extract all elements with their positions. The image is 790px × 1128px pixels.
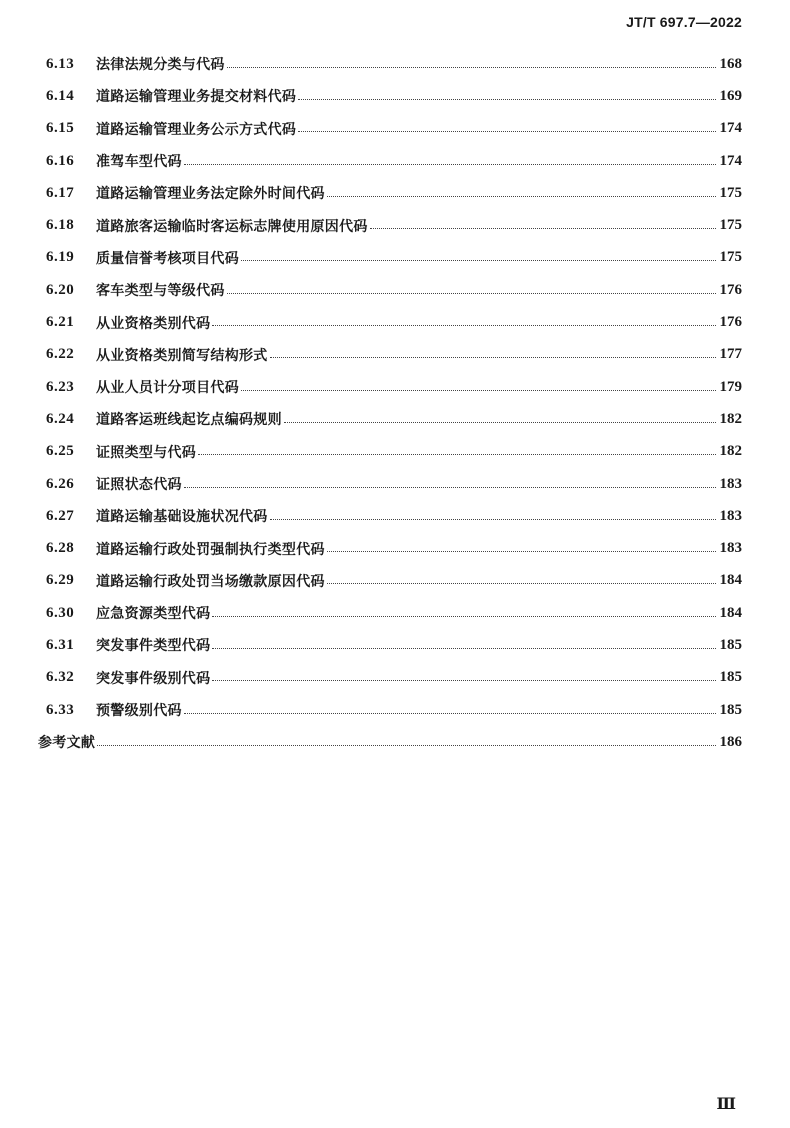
toc-entry-page: 185	[719, 636, 742, 653]
toc-entry-number: 6.16	[46, 152, 75, 169]
toc-entry-number: 6.31	[46, 636, 75, 653]
dot-leader	[270, 357, 716, 358]
toc-entry-title: 证照状态代码	[96, 477, 182, 493]
toc-entry-title: 准驾车型代码	[96, 154, 182, 171]
toc-entry[interactable]	[38, 306, 742, 338]
toc-entry-title: 道路运输行政处罚当场缴款原因代码	[96, 573, 325, 590]
toc-entry-number: 6.25	[46, 443, 75, 460]
toc-entry-page: 175	[719, 184, 742, 201]
dot-leader	[184, 487, 716, 488]
toc-entry-number: 6.14	[46, 87, 75, 104]
toc-entry-number: 6.29	[46, 572, 75, 589]
toc-entry-page: 177	[719, 346, 742, 363]
toc-entry-page: 186	[719, 733, 742, 750]
toc-entry-number: 6.21	[46, 314, 75, 331]
toc-entry-title: 法律法规分类与代码	[96, 57, 225, 74]
dot-leader	[227, 67, 716, 68]
toc-entry-title: 应急资源类型代码	[96, 606, 211, 623]
dot-leader	[298, 99, 715, 100]
toc-entry-title: 从业人员计分项目代码	[96, 380, 239, 397]
dot-leader	[327, 551, 716, 552]
toc-entry[interactable]	[38, 113, 742, 145]
toc-entry-title: 证照类型与代码	[96, 444, 197, 461]
toc-entry-number: 6.28	[46, 540, 75, 557]
toc-entry-title: 从业资格类别代码	[96, 315, 211, 332]
toc-entry-number: 6.33	[46, 701, 75, 718]
toc-entry[interactable]	[38, 80, 742, 112]
toc-entry-page: 185	[719, 669, 742, 686]
dot-leader	[212, 616, 715, 617]
dot-leader	[212, 648, 715, 649]
toc-entry-page: 174	[719, 120, 742, 137]
table-of-contents	[38, 48, 742, 759]
toc-entry[interactable]	[38, 597, 742, 629]
dot-leader	[327, 196, 716, 197]
toc-entry-number: 6.24	[46, 410, 75, 427]
dot-leader	[227, 293, 716, 294]
toc-entry-number: 6.20	[46, 281, 75, 298]
toc-entry-title: 道路运输行政处罚强制执行类型代码	[96, 541, 325, 558]
toc-entry-page: 168	[719, 55, 742, 72]
document-code: JT/T 697.7—2022	[626, 14, 742, 30]
dot-leader	[270, 519, 716, 520]
toc-entry-title: 从业资格类别简写结构形式	[96, 347, 268, 364]
toc-entry-references[interactable]	[38, 726, 742, 758]
toc-entry[interactable]	[38, 274, 742, 306]
toc-entry-number: 6.30	[46, 604, 75, 621]
toc-entry-page: 183	[719, 540, 742, 557]
dot-leader	[184, 164, 716, 165]
toc-entry-title: 道路客运班线起讫点编码规则	[96, 412, 282, 429]
toc-entry-title: 预警级别代码	[96, 703, 182, 720]
toc-entry[interactable]	[38, 177, 742, 209]
toc-entry-page: 185	[719, 701, 742, 718]
toc-entry-page: 174	[719, 152, 742, 169]
toc-entry-title: 质量信誉考核项目代码	[96, 250, 239, 267]
toc-entry[interactable]	[38, 209, 742, 241]
toc-entry[interactable]	[38, 565, 742, 597]
toc-entry-page: 175	[719, 249, 742, 266]
toc-entry[interactable]	[38, 436, 742, 468]
toc-entry-number: 6.32	[46, 669, 75, 686]
toc-entry-page: 179	[719, 378, 742, 395]
toc-entry-title: 道路运输管理业务公示方式代码	[96, 121, 297, 138]
dot-leader	[284, 422, 716, 423]
toc-entry-page: 183	[719, 475, 742, 492]
toc-entry-number: 6.26	[46, 475, 75, 492]
toc-entry-page: 182	[719, 443, 742, 460]
toc-entry[interactable]	[38, 48, 742, 80]
toc-entry[interactable]	[38, 500, 742, 532]
toc-entry[interactable]	[38, 662, 742, 694]
toc-entry-number: 6.17	[46, 184, 75, 201]
toc-entry-title: 突发事件类型代码	[96, 638, 211, 655]
toc-entry-title: 道路运输管理业务提交材料代码	[96, 89, 297, 106]
toc-entry[interactable]	[38, 694, 742, 726]
toc-entry-page: 182	[719, 410, 742, 427]
toc-entry-page: 183	[719, 507, 742, 524]
page-folio: Ⅲ	[716, 1096, 736, 1113]
toc-entry-page: 169	[719, 87, 742, 104]
toc-entry-number: 6.15	[46, 120, 75, 137]
toc-entry-page: 176	[719, 314, 742, 331]
toc-entry-page: 176	[719, 281, 742, 298]
dot-leader	[370, 228, 716, 229]
toc-entry-page: 184	[719, 604, 742, 621]
toc-entry[interactable]	[38, 629, 742, 661]
dot-leader	[198, 454, 715, 455]
toc-entry[interactable]	[38, 371, 742, 403]
toc-entry[interactable]	[38, 339, 742, 371]
dot-leader	[184, 713, 716, 714]
dot-leader	[97, 745, 715, 746]
toc-entry-page: 175	[719, 217, 742, 234]
toc-entry-title: 突发事件级别代码	[96, 670, 211, 687]
dot-leader	[298, 131, 715, 132]
dot-leader	[212, 325, 715, 326]
toc-entry-title: 客车类型与等级代码	[96, 283, 225, 300]
dot-leader	[241, 260, 716, 261]
toc-entry[interactable]	[38, 403, 742, 435]
toc-entry-number: 6.27	[46, 507, 75, 524]
toc-entry[interactable]	[38, 532, 742, 564]
toc-entry-title: 道路旅客运输临时客运标志牌使用原因代码	[96, 218, 368, 235]
toc-entry[interactable]	[38, 145, 742, 177]
dot-leader	[212, 680, 715, 681]
toc-entry-title: 道路运输管理业务法定除外时间代码	[96, 186, 325, 203]
toc-entry-number: 6.13	[46, 55, 75, 72]
toc-entry-title: 参考文献	[38, 735, 96, 752]
toc-entry-page: 184	[719, 572, 742, 589]
dot-leader	[327, 583, 716, 584]
dot-leader	[241, 390, 716, 391]
toc-entry-title: 道路运输基础设施状况代码	[96, 509, 268, 526]
toc-entry-number: 6.19	[46, 249, 75, 266]
toc-entry-number: 6.23	[46, 378, 75, 395]
toc-entry-number: 6.22	[46, 346, 75, 363]
toc-entry[interactable]	[38, 468, 742, 500]
toc-entry-number: 6.18	[46, 217, 75, 234]
toc-entry[interactable]	[38, 242, 742, 274]
